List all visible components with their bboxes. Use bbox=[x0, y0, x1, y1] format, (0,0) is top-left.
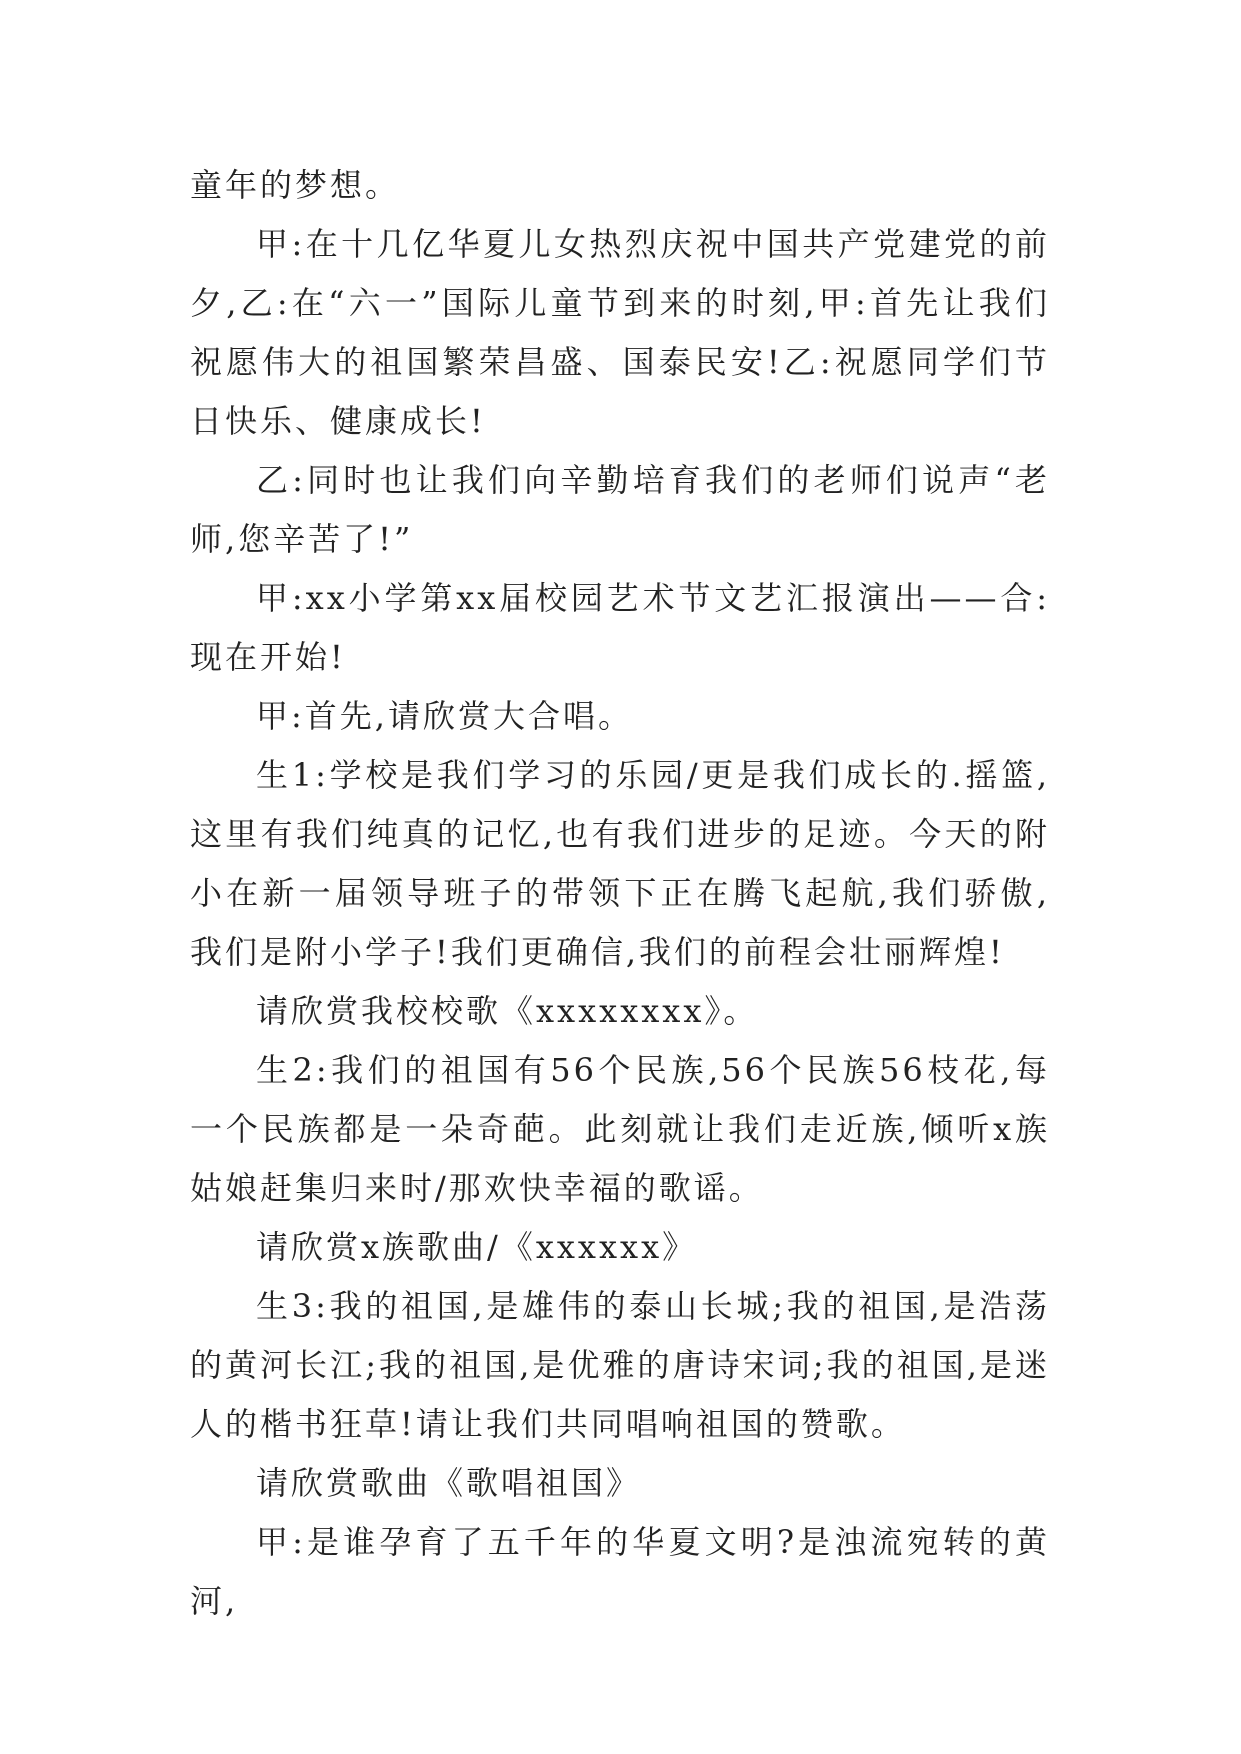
paragraph: 甲:xx小学第xx届校园艺术节文艺汇报演出——合:现在开始! bbox=[190, 579, 1050, 676]
document-body bbox=[190, 156, 1050, 1631]
paragraph: 甲:是谁孕育了五千年的华夏文明?是浊流宛转的黄河, bbox=[190, 1523, 1050, 1620]
paragraph: 生1:学校是我们学习的乐园/更是我们成长的.摇篮,这里有我们纯真的记忆,也有我们进步的足迹。今天的附小在新一届领导班子的带领下正在腾飞起航,我们骄傲,我们是附小学子!我们更确信,我们的前程会壮丽辉煌! bbox=[190, 756, 1050, 971]
paragraph: 请欣赏歌曲《歌唱祖国》 bbox=[256, 1464, 642, 1502]
paragraph: 童年的梦想。 bbox=[190, 166, 401, 204]
paragraph: 请欣赏x族歌曲/《xxxxxx》 bbox=[256, 1228, 698, 1266]
paragraph: 生2:我们的祖国有56个民族,56个民族56枝花,每一个民族都是一朵奇葩。此刻就让我们走近族,倾听x族姑娘赶集归来时/那欢快幸福的歌谣。 bbox=[190, 1051, 1050, 1207]
paragraph: 甲:首先,请欣赏大合唱。 bbox=[256, 697, 633, 735]
paragraph: 甲:在十几亿华夏儿女热烈庆祝中国共产党建党的前夕,乙:在“六一”国际儿童节到来的时刻,甲:首先让我们祝愿伟大的祖国繁荣昌盛、国泰民安!乙:祝愿同学们节日快乐、健康成长! bbox=[190, 225, 1050, 440]
paragraph: 请欣赏我校校歌《xxxxxxxx》。 bbox=[256, 992, 759, 1030]
paragraph: 乙:同时也让我们向辛勤培育我们的老师们说声“老师,您辛苦了!” bbox=[190, 461, 1050, 558]
paragraph: 生3:我的祖国,是雄伟的泰山长城;我的祖国,是浩荡的黄河长江;我的祖国,是优雅的唐诗宋词;我的祖国,是迷人的楷书狂草!请让我们共同唱响祖国的赞歌。 bbox=[190, 1287, 1050, 1443]
